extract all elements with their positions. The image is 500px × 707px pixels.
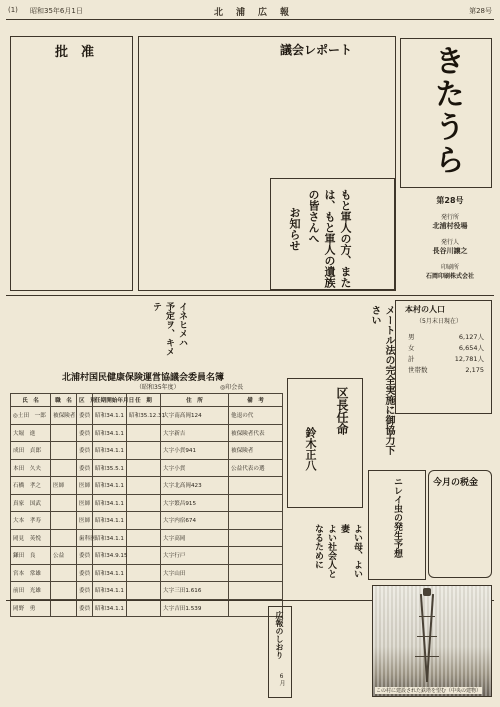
- table-cell: [229, 512, 283, 530]
- district-chief-box: [287, 378, 363, 508]
- mother-line-3: なるために: [313, 524, 323, 569]
- col-header: 職 名: [51, 394, 77, 407]
- guide-box: [268, 606, 292, 698]
- table-cell: [127, 564, 161, 582]
- table-cell: 他退の代: [229, 407, 283, 425]
- population-value: 6,654人: [458, 344, 484, 352]
- table-cell: 公益: [51, 547, 77, 565]
- table-cell: 大字三田1.616: [161, 582, 229, 600]
- tax-title: 今月の税金: [433, 478, 479, 488]
- table-row: [11, 442, 283, 460]
- table-cell: [127, 529, 161, 547]
- table-cell: 真家 国武: [11, 494, 51, 512]
- table-cell: [127, 547, 161, 565]
- table-cell: 大字新吉: [161, 424, 229, 442]
- editorial-box: [10, 36, 133, 291]
- table-cell: [51, 582, 77, 600]
- guide-title: 広報のしおり: [275, 611, 284, 659]
- page-header: [8, 6, 492, 18]
- committee-title: 北浦村国民健康保険運営協議会委員名簿: [62, 373, 225, 383]
- table-cell: 岡見 英悦: [11, 529, 51, 547]
- table-cell: 被保険者: [229, 442, 283, 460]
- table-cell: [51, 512, 77, 530]
- population-label: 計: [408, 355, 415, 363]
- editorial-title: 批 准: [55, 45, 95, 60]
- table-row: [11, 407, 283, 425]
- population-row: [406, 331, 486, 342]
- table-cell: [51, 442, 77, 460]
- guide-month: 6月: [278, 673, 285, 686]
- tower-brace: [419, 616, 435, 617]
- population-box: [395, 300, 492, 414]
- population-label: 世帯数: [408, 366, 428, 374]
- table-cell: [229, 494, 283, 512]
- table-cell: 鎌田 良: [11, 547, 51, 565]
- table-cell: 被保険者: [51, 407, 77, 425]
- committee-heading: [10, 370, 284, 392]
- district-name: 鈴木正八: [304, 427, 317, 471]
- population-label: 男: [408, 333, 415, 341]
- table-cell: 大字山田: [161, 564, 229, 582]
- table-cell: 大字小貫: [161, 459, 229, 477]
- col-header: 任 期: [127, 394, 161, 407]
- veterans-notice: [270, 178, 395, 290]
- tower-brace: [415, 656, 439, 657]
- table-cell: [51, 424, 77, 442]
- table-cell: 昭和34.1.1: [93, 407, 127, 425]
- population-subtitle: （5月末日現在）: [416, 318, 462, 325]
- table-cell: 昭和34.1.1: [93, 582, 127, 600]
- table-cell: 昭和34.1.1: [93, 424, 127, 442]
- col-header: 任期開始年月日: [93, 394, 127, 407]
- tower-brace: [417, 636, 437, 637]
- table-cell: 大字吉田1.539: [161, 599, 229, 617]
- table-cell: 岡野 勇: [11, 599, 51, 617]
- table-row: [11, 494, 283, 512]
- table-cell: 昭和34.1.1: [93, 494, 127, 512]
- table-cell: 大字北高岡423: [161, 477, 229, 495]
- table-cell: [127, 459, 161, 477]
- table-cell: [51, 494, 77, 512]
- header-rule: [6, 19, 494, 20]
- notice-line-4: お知らせ: [288, 207, 301, 251]
- table-cell: ◎土田 一郎: [11, 407, 51, 425]
- table-cell: 大字南高岡124: [161, 407, 229, 425]
- committee-year: （昭和35年度）: [136, 384, 180, 391]
- col-header: 住 所: [161, 394, 229, 407]
- table-cell: 昭和34.1.1: [93, 477, 127, 495]
- table-cell: [51, 529, 77, 547]
- mid-rule: [6, 295, 494, 296]
- table-cell: [127, 494, 161, 512]
- table-row: [11, 564, 283, 582]
- issue-number: 第28号: [469, 7, 492, 15]
- insect-forecast-title: ニレイ虫の発生予想: [392, 477, 402, 558]
- population-label: 女: [408, 344, 415, 352]
- table-row: [11, 582, 283, 600]
- table-cell: [51, 459, 77, 477]
- table-cell: [127, 582, 161, 600]
- population-title: 本村の人口: [405, 305, 445, 314]
- col-header: 備 考: [229, 394, 283, 407]
- masthead: [400, 38, 492, 188]
- editor-label: 発行人: [440, 239, 459, 246]
- table-row: [11, 599, 283, 617]
- table-cell: [229, 529, 283, 547]
- table-cell: 大本 孝寿: [11, 512, 51, 530]
- meter-law-title: メートル法の完全実施に御協力下さい: [369, 305, 394, 455]
- table-cell: 大字繁昌915: [161, 494, 229, 512]
- table-cell: 委員: [77, 599, 93, 617]
- table-cell: [127, 442, 161, 460]
- table-cell: [127, 477, 161, 495]
- table-cell: 石橋 孝之: [11, 477, 51, 495]
- tower-photo: [372, 585, 492, 697]
- page-number: (1): [8, 6, 18, 14]
- committee-header-row: [11, 394, 283, 407]
- population-row: [406, 342, 486, 353]
- tower-leg-left: [420, 594, 428, 682]
- issue-date: 昭和35年6月1日: [30, 7, 83, 15]
- paper-name: 北 浦 広 報: [214, 8, 292, 18]
- table-cell: 昭和34.9.15: [93, 547, 127, 565]
- table-cell: 歯科医: [77, 529, 93, 547]
- publisher-label: 発行所: [440, 214, 459, 221]
- masthead-issue: 第28号: [436, 196, 464, 205]
- table-cell: 昭和35.12.31: [127, 407, 161, 425]
- table-cell: 委員: [77, 442, 93, 460]
- table-cell: 委員: [77, 564, 93, 582]
- table-row: [11, 459, 283, 477]
- table-row: [11, 529, 283, 547]
- editor-name: 長谷川譲之: [432, 247, 468, 255]
- table-cell: 昭和34.1.1: [93, 442, 127, 460]
- table-cell: 昭和34.1.1: [93, 529, 127, 547]
- table-cell: 昭和34.1.1: [93, 512, 127, 530]
- table-row: [11, 424, 283, 442]
- table-cell: 本田 久夫: [11, 459, 51, 477]
- table-cell: 医師: [51, 477, 77, 495]
- population-row: [406, 353, 486, 364]
- table-cell: 医師: [77, 477, 93, 495]
- table-cell: 医師: [77, 494, 93, 512]
- publisher-name: 北浦村役場: [432, 222, 468, 230]
- table-cell: 昭和34.1.1: [93, 599, 127, 617]
- table-cell: [127, 424, 161, 442]
- table-cell: 委員: [77, 582, 93, 600]
- table-cell: 大字高岡: [161, 529, 229, 547]
- population-value: 12,781人: [454, 355, 484, 363]
- population-row: [406, 364, 486, 375]
- table-cell: 被保険者代表: [229, 424, 283, 442]
- table-cell: 委員: [77, 547, 93, 565]
- table-row: [11, 477, 283, 495]
- notice-line-2: は、もと軍人の遺族: [323, 189, 336, 288]
- tax-box: [428, 470, 492, 578]
- population-table: [406, 331, 486, 375]
- table-cell: [51, 599, 77, 617]
- printer-label: 印刷所: [440, 264, 459, 271]
- publisher-info: [408, 195, 492, 285]
- table-cell: [127, 599, 161, 617]
- council-report-title: 議会レポート: [280, 43, 353, 57]
- insect-forecast-box: [368, 470, 426, 580]
- district-title: 区長任命: [335, 387, 349, 435]
- population-value: 2,175: [465, 365, 484, 374]
- table-row: [11, 512, 283, 530]
- photo-caption: この村に建設された鉄塔を望む（中央の建物）: [376, 688, 482, 694]
- table-cell: 宮本 常雄: [11, 564, 51, 582]
- table-cell: 成田 貞郎: [11, 442, 51, 460]
- masthead-logo: きたうら: [429, 45, 464, 177]
- col-header: 区 別: [77, 394, 93, 407]
- table-cell: [229, 564, 283, 582]
- table-cell: 公益代表の選: [229, 459, 283, 477]
- slogan: イネヒメハ 予定ヲ、キメテ: [151, 302, 187, 356]
- table-cell: 大字内宿674: [161, 512, 229, 530]
- committee-note: ◎印会長: [220, 384, 244, 391]
- table-cell: 大字小貫941: [161, 442, 229, 460]
- table-cell: [127, 512, 161, 530]
- table-cell: 委員: [77, 407, 93, 425]
- table-cell: [229, 477, 283, 495]
- table-cell: [51, 564, 77, 582]
- table-cell: 大堀 進: [11, 424, 51, 442]
- tower-top: [423, 588, 431, 596]
- mother-line-1: よい母、よい妻: [339, 524, 362, 578]
- population-value: 6,127人: [458, 333, 484, 341]
- col-header: 氏 名: [11, 394, 51, 407]
- table-cell: [229, 582, 283, 600]
- table-row: [11, 547, 283, 565]
- table-cell: 前田 光雄: [11, 582, 51, 600]
- table-cell: 昭和35.5.1: [93, 459, 127, 477]
- printer-name: 石岡印刷株式会社: [425, 273, 474, 280]
- table-cell: 委員: [77, 459, 93, 477]
- notice-line-1: もと軍人の方、また: [339, 189, 352, 288]
- notice-line-3: の皆さんへ: [307, 189, 320, 244]
- table-cell: 医師: [77, 512, 93, 530]
- table-cell: [229, 547, 283, 565]
- table-cell: 大字行戸: [161, 547, 229, 565]
- table-cell: 委員: [77, 424, 93, 442]
- motherhood-section: [288, 512, 370, 582]
- committee-table: [10, 393, 283, 617]
- mother-line-2: よい社会人と: [326, 524, 336, 578]
- table-cell: 昭和34.1.1: [93, 564, 127, 582]
